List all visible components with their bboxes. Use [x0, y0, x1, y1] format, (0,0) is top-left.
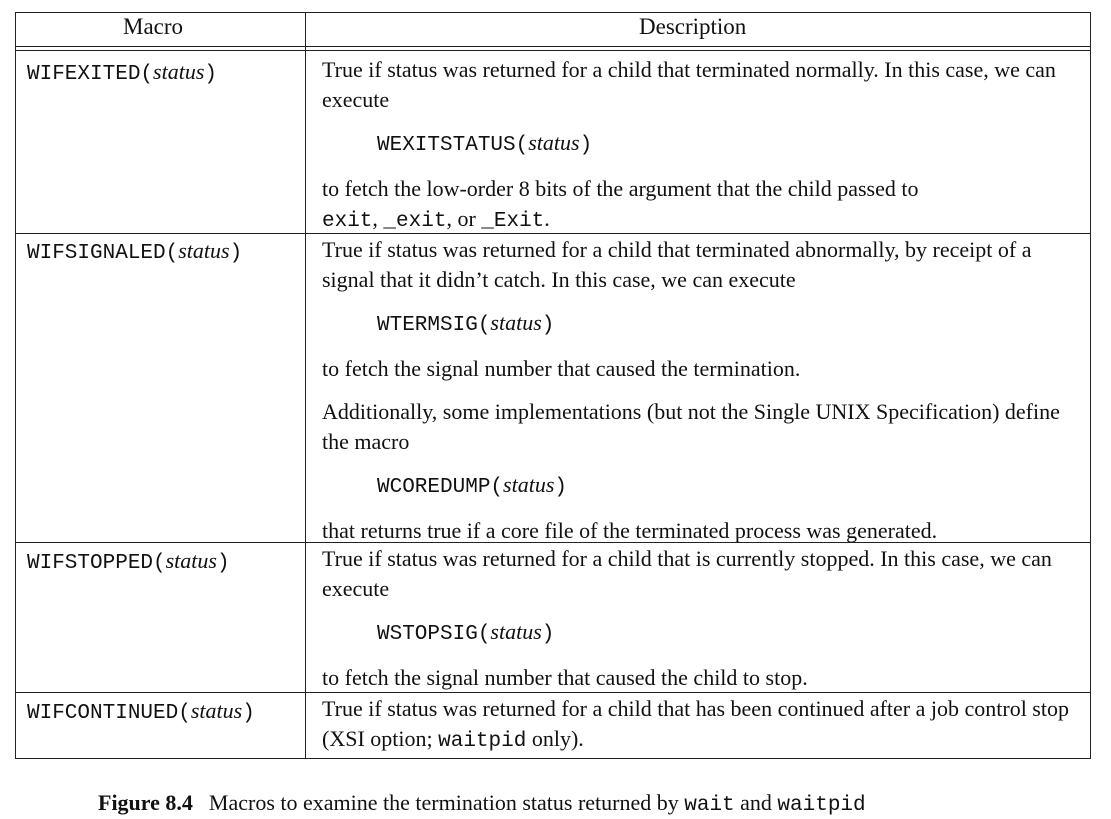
description-cell: [322, 235, 1082, 546]
description-cell: [322, 55, 1082, 237]
macro-cell: [27, 698, 255, 725]
description-paragraph: True if status was returned for a child that terminated normally. In this case, we can execute: [322, 57, 1056, 112]
macro-name: WIFCONTINUED(: [27, 702, 191, 725]
description-paragraph: True if status was returned for a child that terminated abnormally, by receipt of a signal that it didn’t catch. In this case, we can execute: [322, 237, 1032, 292]
code-line: WEXITSTATUS(status): [377, 130, 593, 157]
macro-close: ): [229, 242, 243, 265]
description-paragraph: True if status was returned for a child that has been continued after a job control stop (XSI option; waitpid only).: [322, 696, 1069, 753]
macro-arg: status: [165, 548, 217, 573]
macro-cell: [27, 238, 242, 265]
macro-close: ): [216, 552, 230, 575]
figure-caption: Figure 8.4 Macros to examine the termination status returned by wait and waitpid: [98, 790, 866, 817]
macro-name: WIFSIGNALED(: [27, 242, 179, 265]
macro-name: WIFSTOPPED(: [27, 552, 166, 575]
table-bottom-border: [15, 758, 1091, 759]
header-rule-1: [15, 46, 1091, 47]
description-paragraph: to fetch the signal number that caused the child to stop.: [322, 665, 808, 690]
table-top-border: [15, 12, 1091, 13]
table-left-border: [15, 12, 16, 758]
macro-close: ): [204, 63, 217, 86]
macro-arg: status: [190, 698, 243, 723]
description-cell: [322, 694, 1082, 757]
macro-name: WIFEXITED(: [27, 63, 154, 86]
table-right-border: [1090, 12, 1091, 758]
description-paragraph: to fetch the low-order 8 bits of the argument that the child passed to exit, _exit, or _Exit.: [322, 176, 919, 233]
description-paragraph: Additionally, some implementations (but not the Single UNIX Specification) define the macro: [322, 399, 1060, 454]
header-rule-2: [15, 50, 1091, 51]
header-macro: Macro: [123, 14, 184, 39]
header-description: Description: [639, 14, 747, 39]
description-cell: [322, 544, 1082, 693]
macro-arg: status: [153, 59, 205, 84]
code-line: WSTOPSIG(status): [377, 619, 555, 646]
macro-table: [15, 12, 1091, 758]
code-line: WCOREDUMP(status): [377, 472, 567, 499]
figure-label: Figure 8.4: [98, 790, 193, 815]
description-paragraph: to fetch the signal number that caused the termination.: [322, 356, 801, 381]
macro-close: ): [242, 702, 255, 725]
macro-cell: [27, 548, 230, 575]
macro-cell: [27, 59, 217, 86]
macro-arg: status: [178, 238, 230, 263]
code-line: WTERMSIG(status): [377, 310, 555, 337]
column-divider: [305, 12, 306, 758]
description-paragraph: that returns true if a core file of the terminated process was generated.: [322, 518, 938, 543]
description-paragraph: True if status was returned for a child that is currently stopped. In this case, we can execute: [322, 546, 1052, 601]
